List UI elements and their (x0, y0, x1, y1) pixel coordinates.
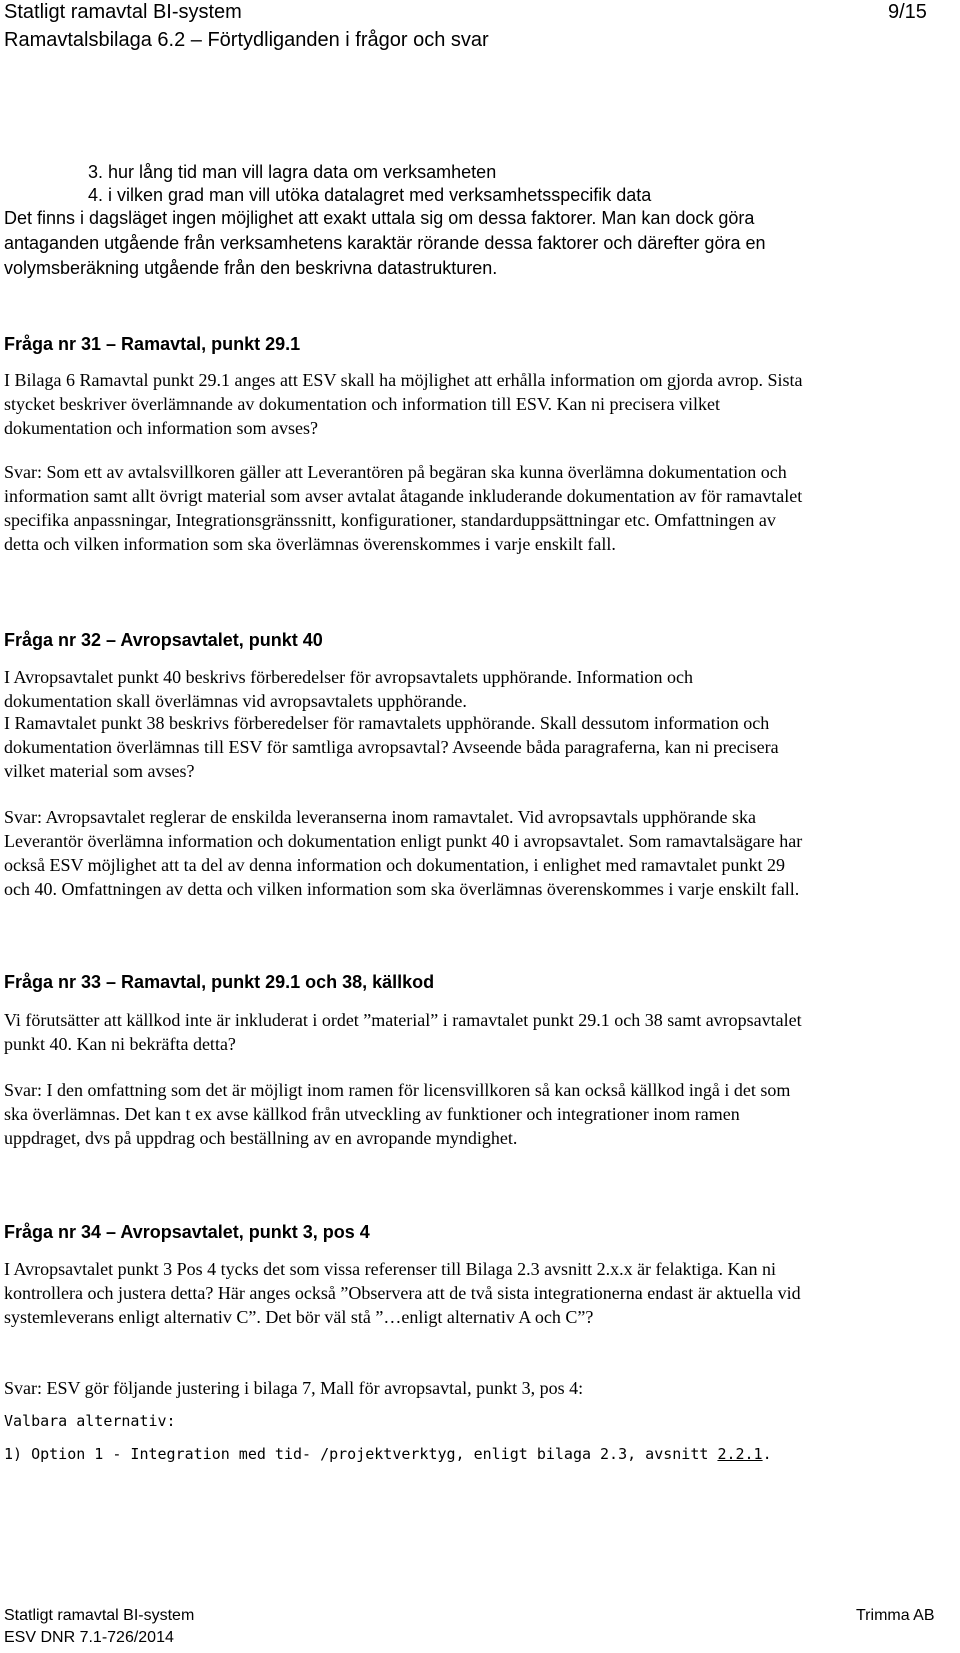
answer-label: Svar (4, 1080, 37, 1100)
question-31-answer (4, 460, 804, 556)
footer-title: Statligt ramavtal BI-system (4, 1607, 195, 1624)
list-item-3: 3. hur lång tid man vill lagra data om verksamheten (88, 162, 497, 182)
answer-text: : Avropsavtalet reglerar de enskilda leveranserna inom ramavtalet. Vid avropsavtals upphörande ska Leverantör överlämna information och dokumentation enligt punkt 40 i avropsavtalet. Som ramavtalsägare har också ESV möjlighet att ta del av denna information och dokumentation, i enlighet med ramavtalet punkt 29 och 40. Omfattningen av detta och vilken information som ska överlämnas överenskommes i varje enskilt fall. (4, 807, 803, 899)
valbara-alternativ-label: Valbara alternativ: (4, 1412, 176, 1430)
question-34-text: I Avropsavtalet punkt 3 Pos 4 tycks det som vissa referenser till Bilaga 2.3 avsnitt 2.x.x är felaktiga. Kan ni kontrollera och justera detta? Här anges också ”Observera att de två sista integrationerna endast är aktuella vid systemleverans enligt alternativ C”. Det bör väl stå ”…enligt alternativ A och C”? (4, 1259, 801, 1327)
footer-company: Trimma AB (856, 1607, 935, 1624)
footer-dnr: ESV DNR 7.1-726/2014 (4, 1629, 174, 1646)
question-32-answer (4, 805, 804, 901)
answer-text: : I den omfattning som det är möjligt inom ramen för licensvillkoren så kan också källkod ingå i det som ska överlämnas. Det kan t ex avse källkod från utveckling av funktioner och integrationer inom ramen uppdraget, dvs på uppdrag och beställning av en avropande myndighet. (4, 1080, 791, 1148)
question-31-text: I Bilaga 6 Ramavtal punkt 29.1 anges att ESV skall ha möjlighet att erhålla information om gjorda avrop. Sista stycket beskriver överlämnande av dokumentation och information till ESV. Kan ni precisera vilket dokumentation och information som avses? (4, 370, 803, 438)
option-1-text: 1) Option 1 - Integration med tid- /projektverktyg, enligt bilaga 2.3, avsnitt (4, 1445, 718, 1463)
question-33-answer (4, 1078, 804, 1150)
option-1-line (4, 1445, 772, 1463)
option-1-suffix: . (762, 1445, 772, 1463)
question-33-text: Vi förutsätter att källkod inte är inkluderat i ordet ”material” i ramavtalet punkt 29.1 och 38 samt avropsavtalet punkt 40. Kan ni bekräfta detta? (4, 1010, 802, 1054)
question-33-heading: Fråga nr 33 – Ramavtal, punkt 29.1 och 38, källkod (4, 972, 435, 992)
question-32-text-1: I Avropsavtalet punkt 40 beskrivs förberedelser för avropsavtalets upphörande. Information och dokumentation skall överlämnas vid avropsavtalets upphörande. (4, 667, 693, 711)
answer-label: Svar (4, 462, 37, 482)
answer-text: : Som ett av avtalsvillkoren gäller att Leverantören på begäran ska kunna överlämna dokumentation och information samt allt övrigt material som avser avtalat åtagande inkluderande dokumentation av för ramavtalet specifika anpassningar, Integrationsgränssnitt, konfigurationer, standarduppsättningar etc. Omfattningen av detta och vilken information som ska överlämnas överenskommes i varje enskilt fall. (4, 462, 803, 554)
answer-label: Svar (4, 1378, 37, 1398)
option-1-section-link[interactable]: 2.2.1 (717, 1445, 763, 1463)
answer-text: : ESV gör följande justering i bilaga 7, Mall för avropsavtal, punkt 3, pos 4: (37, 1378, 584, 1398)
intro-paragraph: Det finns i dagsläget ingen möjlighet att exakt uttala sig om dessa faktorer. Man kan dock göra antaganden utgående från verksamhetens karaktär rörande dessa faktorer och därefter göra en volymsberäkning utgående från den beskrivna datastrukturen. (4, 208, 766, 278)
header-title: Statligt ramavtal BI-system (4, 1, 242, 23)
question-34-heading: Fråga nr 34 – Avropsavtalet, punkt 3, pos 4 (4, 1222, 370, 1242)
header-subtitle: Ramavtalsbilaga 6.2 – Förtydliganden i frågor och svar (4, 29, 489, 51)
list-item-4: 4. i vilken grad man vill utöka datalagret med verksamhetsspecifik data (88, 185, 652, 205)
question-31-heading: Fråga nr 31 – Ramavtal, punkt 29.1 (4, 334, 301, 354)
question-32-text-2: I Ramavtalet punkt 38 beskrivs förberedelser för ramavtalets upphörande. Skall dessutom information och dokumentation överlämnas till ESV för samtliga avropsavtal? Avseende båda paragraferna, kan ni precisera vilket material som avses? (4, 713, 779, 781)
header-page-number: 9/15 (888, 1, 927, 23)
question-32-heading: Fråga nr 32 – Avropsavtalet, punkt 40 (4, 630, 323, 650)
question-34-answer (4, 1376, 804, 1400)
answer-label: Svar (4, 807, 37, 827)
